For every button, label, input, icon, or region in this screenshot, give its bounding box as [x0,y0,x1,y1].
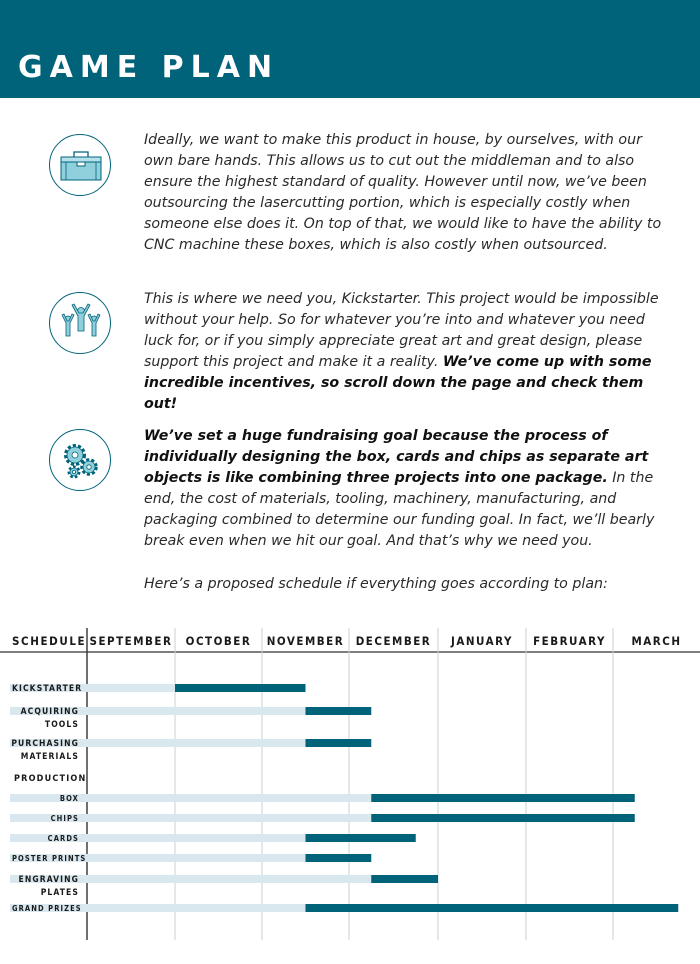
task-bar [306,904,679,912]
task-bar [371,794,635,802]
task-bar [175,684,306,692]
month-label: OCTOBER [185,634,252,648]
page-title: GAME PLAN [18,50,280,85]
task-bar [306,739,372,747]
paragraph-funding-goal [144,426,664,552]
paragraph-need-you-normal: This is where we need you, Kickstarter. This project would be impossible without your help. So for whatever you’re into and whatever you need luck for, or if you simply appreciate great art and great design, please support this project and make it a reality. [144,291,659,370]
task-bar [371,814,635,822]
task-label: KICKSTARTER [12,684,83,694]
month-label: JANUARY [451,634,513,648]
header-banner [0,0,700,98]
schedule-chart [0,620,700,964]
toolbox-icon [49,134,111,196]
paragraph-need-you [144,289,664,415]
paragraph-funding-goal-normal: In the end, the cost of materials, tooling, machinery, manufacturing, and packaging combined to determine our funding goal. In fact, we’ll bearly break even when we hit our goal. And that’s why we need you. [144,470,655,549]
task-label: ACQUIRING [20,707,79,717]
task-label: PLATES [40,888,79,898]
task-bar [306,834,416,842]
month-label: NOVEMBER [266,634,345,648]
task-label: POSTER PRINTS [12,854,87,863]
task-label: TOOLS [44,720,79,730]
people-cheering-icon [49,292,111,354]
task-bar [306,854,372,862]
paragraph-in-house: Ideally, we want to make this product in house, by ourselves, with our own bare hands. This allows us to cut out the middleman and to also ensure the highest standard of quality. However until now, we’ve been outsourcing the lasercutting portion, which is especially costly when someone else does it. On top of that, we would like to have the ability to CNC machine these boxes, which is also costly when outsourced. [144,132,662,253]
gears-icon [49,429,111,491]
paragraph-funding-goal-bold: We’ve set a huge fundraising goal because the process of individually designing the box, cards and chips as separate art objects is like combining three projects into one package. [144,428,649,486]
month-label: DECEMBER [355,634,432,648]
schedule-intro: Here’s a proposed schedule if everything goes according to plan: [144,576,608,592]
month-label: MARCH [631,634,682,648]
task-label: CARDS [47,834,79,843]
month-label: FEBRUARY [533,634,606,648]
task-bar [306,707,372,715]
month-label: SEPTEMBER [89,634,173,648]
paragraph-need-you-bold: We’ve come up with some incredible incentives, so scroll down the page and check them out! [144,354,652,412]
schedule-title: SCHEDULE [12,634,87,648]
task-bar [371,875,438,883]
task-group-label: PRODUCTION [14,774,87,784]
task-label: BOX [59,794,79,803]
task-label: ENGRAVING [18,875,79,885]
task-label: GRAND PRIZES [12,904,82,913]
task-label: MATERIALS [20,752,79,762]
task-label: PURCHASING [11,739,79,749]
task-label: CHIPS [50,814,79,823]
